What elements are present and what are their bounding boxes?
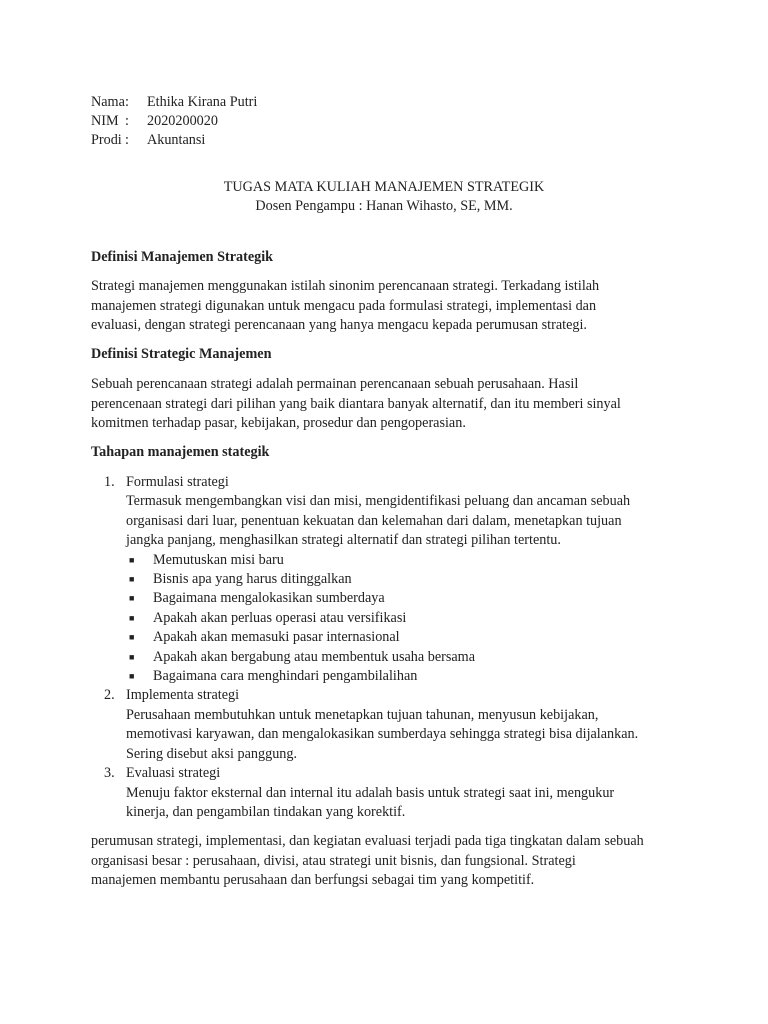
list-item-title: Implementa strategi <box>126 687 240 704</box>
bullet-text: Memutuskan misi baru <box>153 551 284 568</box>
document-title: TUGAS MATA KULIAH MANAJEMEN STRATEGIK <box>223 179 545 195</box>
list-number: 3. <box>104 765 115 782</box>
paragraph-line: manajemen strategi digunakan untuk mengacu pada formulasi strategi, implementasi dan <box>91 297 597 314</box>
identity-label: Nama <box>91 94 125 110</box>
bullet-item <box>91 667 638 686</box>
bullet-text: Bagaimana cara menghindari pengambilalihan <box>153 668 418 685</box>
list-item-text: Perusahaan membutuhkan untuk menetapkan tujuan tahunan, menyusun kebijakan, <box>126 706 599 723</box>
identity-separator: : <box>125 132 129 148</box>
section-heading: Definisi Manajemen Strategik <box>91 249 274 265</box>
list-item-text: Menuju faktor eksternal dan internal itu adalah basis untuk strategi saat ini, mengukur <box>126 784 615 801</box>
section-paragraph <box>91 277 599 336</box>
square-bullet-icon: ■ <box>129 671 135 682</box>
identity-value: 2020200020 <box>147 113 218 129</box>
section-paragraph <box>91 375 621 434</box>
list-item-text: kinerja, dan pengambilan tindakan yang korektif. <box>126 803 406 820</box>
bullet-item <box>91 648 638 667</box>
paragraph-line: Strategi manajemen menggunakan istilah sinonim perencanaan strategi. Terkadang istilah <box>91 278 600 294</box>
identity-row-prodi <box>91 131 257 150</box>
student-identity <box>91 93 257 150</box>
square-bullet-icon: ■ <box>129 632 135 643</box>
paragraph-line: evaluasi, dengan strategi perencanaan yang hanya mengacu kepada perumusan strategi. <box>91 317 587 333</box>
list-item-text: organisasi dari luar, penentuan kekuatan dan kelemahan dari dalam, menetapkan tujuan <box>126 512 622 529</box>
square-bullet-icon: ■ <box>129 593 135 604</box>
bullet-text: Bagaimana mengalokasikan sumberdaya <box>153 590 385 607</box>
section-heading: Definisi Strategic Manajemen <box>91 346 272 362</box>
bullet-item <box>91 609 638 628</box>
identity-value: Ethika Kirana Putri <box>147 94 258 110</box>
paragraph-line: komitmen terhadap pasar, kebijakan, prosedur dan pengoperasian. <box>91 415 466 431</box>
list-item-text: Termasuk mengembangkan visi dan misi, mengidentifikasi peluang dan ancaman sebuah <box>126 493 631 510</box>
paragraph-line: perencenaan strategi dari pilihan yang baik diantara banyak alternatif, dan itu memberi sinyal <box>91 395 621 412</box>
square-bullet-icon: ■ <box>129 554 135 565</box>
bullet-text: Bisnis apa yang harus ditinggalkan <box>153 571 352 588</box>
identity-row-name <box>91 93 257 112</box>
square-bullet-icon: ■ <box>129 612 135 623</box>
list-item <box>91 473 638 492</box>
paragraph-line: Sebuah perencanaan strategi adalah permainan perencanaan sebuah perusahaan. Hasil <box>91 376 579 392</box>
bullet-item <box>91 628 638 647</box>
identity-label: NIM <box>91 113 119 129</box>
list-number: 1. <box>104 474 115 490</box>
list-item-title: Evaluasi strategi <box>126 765 221 782</box>
list-item <box>91 764 638 783</box>
identity-separator: : <box>125 94 129 110</box>
list-item-title: Formulasi strategi <box>126 474 229 490</box>
square-bullet-icon: ■ <box>129 574 135 585</box>
list-number: 2. <box>104 687 115 704</box>
bullet-text: Apakah akan perluas operasi atau versifikasi <box>153 609 407 626</box>
identity-value: Akuntansi <box>147 132 206 148</box>
bullet-text: Apakah akan memasuki pasar internasional <box>153 629 400 646</box>
paragraph-line: manajemen membantu perusahaan dan berfungsi sebagai tim yang kompetitif. <box>91 872 535 888</box>
list-item-text: memotivasi karyawan, dan mengalokasikan sumberdaya sehingga strategi bisa dijalankan. <box>126 726 639 743</box>
bullet-item <box>91 589 638 608</box>
paragraph-line: perumusan strategi, implementasi, dan kegiatan evaluasi terjadi pada tiga tingkatan dalam sebuah <box>91 833 644 849</box>
identity-separator: : <box>125 113 129 129</box>
identity-label: Prodi <box>91 132 122 148</box>
square-bullet-icon: ■ <box>129 651 135 662</box>
list-item-text: jangka panjang, menghasilkan strategi alternatif dan strategi pilihan tertentu. <box>126 532 561 549</box>
section-heading: Tahapan manajemen stategik <box>91 444 270 460</box>
bullet-text: Apakah akan bergabung atau membentuk usaha bersama <box>153 648 475 665</box>
document-subtitle: Dosen Pengampu : Hanan Wihasto, SE, MM. <box>255 198 513 214</box>
bullet-item <box>91 570 638 589</box>
identity-row-nim <box>91 112 257 131</box>
paragraph-line: organisasi besar : perusahaan, divisi, atau strategi unit bisnis, dan fungsional. Strategi <box>91 852 576 869</box>
closing-paragraph <box>91 832 644 891</box>
list-item <box>91 686 638 705</box>
list-item-text: Sering disebut aksi panggung. <box>126 745 298 762</box>
stages-list <box>91 473 638 822</box>
bullet-item <box>91 551 638 570</box>
